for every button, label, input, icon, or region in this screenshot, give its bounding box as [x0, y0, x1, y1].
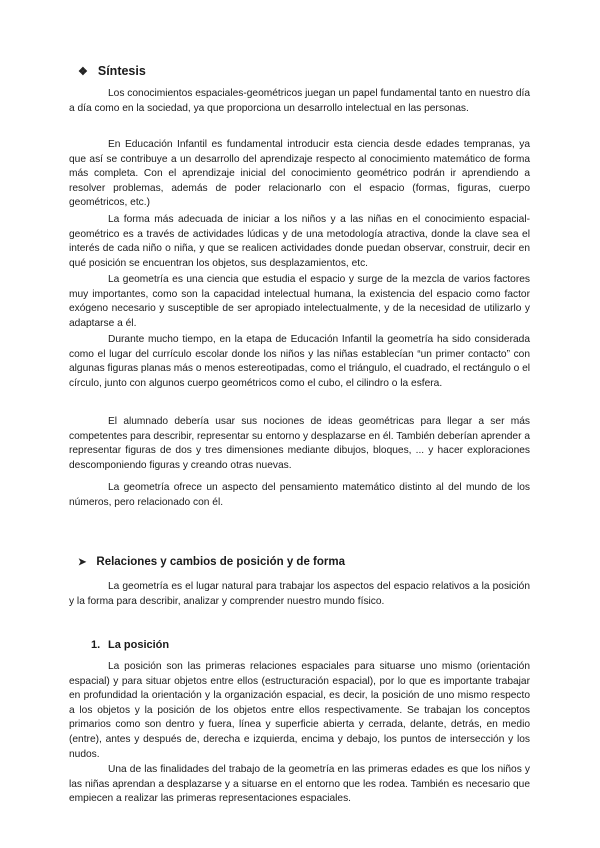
paragraph: La forma más adecuada de iniciar a los niños y a las niñas en el conocimiento espacial-geométrico es a través de actividades lúdicas y de una metodología atractiva, donde la clave sea el interés de cada niño o niña, y que se realicen actividades donde puedan observar, construir, decir en qué posición se encuentran los objetos, sus desplazamientos, etc.: [69, 214, 530, 269]
paragraph: El alumnado debería usar sus nociones de ideas geométricas para llegar a ser más competentes para describir, representar su entorno y desplazarse en él. También deberían aprender a representar figuras de dos y tres dimensiones mediante dibujos, bloques, ... y hacer exploraciones descomponiendo figuras y creando otras nuevas.: [69, 416, 530, 471]
paragraph: La geometría ofrece un aspecto del pensamiento matemático distinto al del mundo de los números, pero relacionado con él.: [69, 482, 530, 508]
section-heading-sintesis: [78, 64, 146, 78]
paragraph: Durante mucho tiempo, en la etapa de Educación Infantil la geometría ha sido considerada como el lugar del currículo escolar donde los niños y las niñas establecían “un primer contacto” con algunas figuras planas más o menos estereotipadas, como el triángulo, el cuadrado, el rectángulo o el círculo, junto con algunos cuerpo geométricos como el cubo, el cilindro o la esfera.: [69, 334, 530, 389]
paragraph: Una de las finalidades del trabajo de la geometría en las primeras edades es que los niños y las niñas aprendan a desplazarse y a situarse en el entorno que les rodea. También es necesario que empiecen a realizar las primeras representaciones espaciales.: [69, 764, 530, 805]
section-title: Síntesis: [97, 64, 146, 78]
section-title: Relaciones y cambios de posición y de forma: [96, 556, 345, 568]
paragraph: La geometría es el lugar natural para trabajar los aspectos del espacio relativos a la posición y la forma para describir, analizar y comprender nuestro mundo físico.: [69, 581, 530, 607]
diamond-star-bullet-icon: ❖: [78, 65, 88, 78]
section-heading-relaciones: [78, 556, 345, 568]
paragraph: La posición son las primeras relaciones espaciales para situarse uno mismo (orientación espacial) y para situar objetos entre ellos (estructuración espacial), por lo que es importante trabajar en profundidad la orientación y la organización espacial, es decir, la posición de uno mismo respecto a los objetos y la posición de los objetos entre ellos respectivamente. Se trabajan los conceptos primarios como son dentro y fuera, línea y superficie abierta y cerrada, delante, detrás, en medio (entre), antes y después de, derecha e izquierda, encima y debajo, los puntos de intersección y los nudos.: [69, 661, 530, 760]
paragraph: La geometría es una ciencia que estudia el espacio y surge de la mezcla de varios factores muy importantes, como son la capacidad intelectual humana, la existencia del espacio como factor exógeno necesario y susceptible de ser apropiado intelectualmente, y de la necesidad de utilizarlo y adaptarse a él.: [69, 274, 530, 329]
arrowhead-bullet-icon: ➤: [78, 556, 87, 568]
paragraph: En Educación Infantil es fundamental introducir esta ciencia desde edades tempranas, ya que así se contribuye a un desarrollo del aprendizaje respecto al conocimiento matemático de forma más completa. Con el aprendizaje inicial del conocimiento geométrico podrán ir aprendiendo a resolver problemas, además de poder relacionarlo con el espacio (formas, figuras, cuerpo geométricos, etc.): [69, 139, 530, 209]
paragraph: Los conocimientos espaciales-geométricos juegan un papel fundamental tanto en nuestro día a día como en la sociedad, ya que proporciona un desarrollo intelectual en las personas.: [69, 88, 530, 114]
subsection-heading-posicion: [91, 639, 169, 651]
subsection-number: 1.: [91, 639, 101, 651]
subsection-title: La posición: [108, 639, 170, 651]
